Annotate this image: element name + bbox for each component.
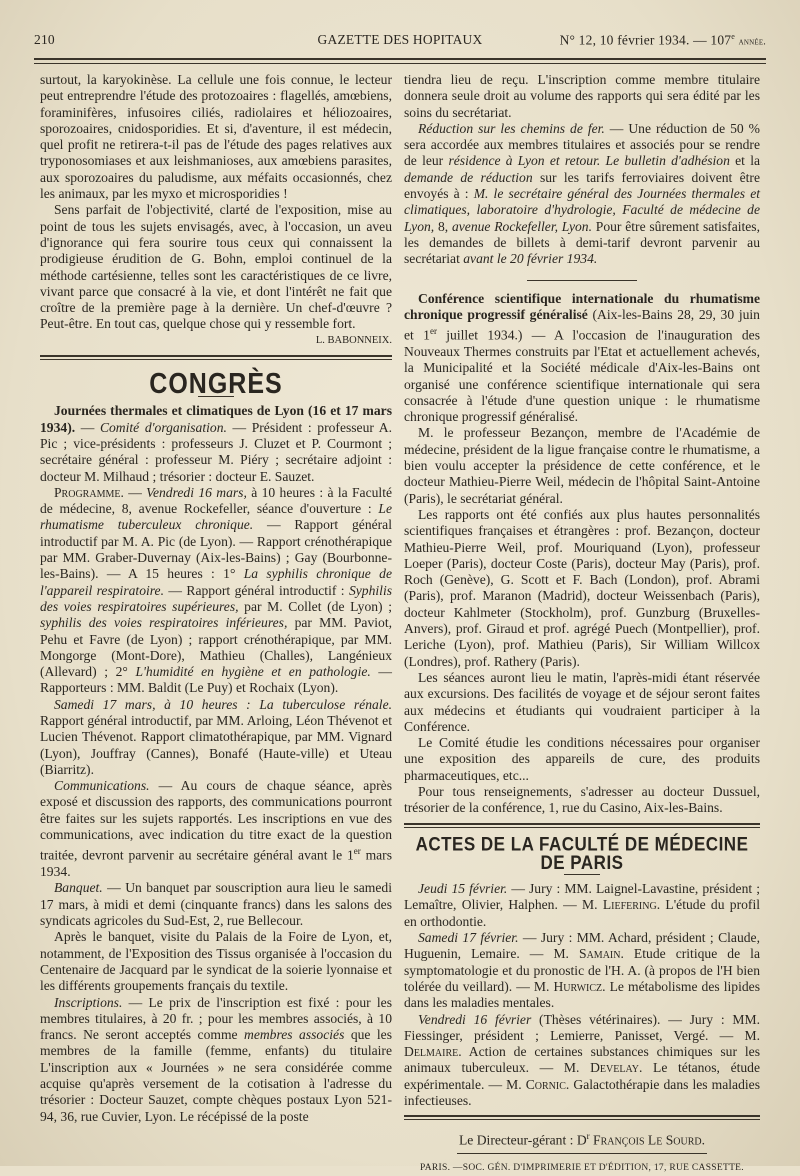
inscriptions-paragraph: Inscriptions. — Le prix de l'inscription est fixé : pour les membres titulaires, à 20 fr. ; pour les membres associés, à 10 francs. Ne seront acceptés comme membres associés que les membres de la famille (femme, enfants) du titulaire L'inscription aux « Journées » ne sera considérée comme acquise qu'après versement de la cotisation à l'adresse du trésorier : Docteur Sauzet, compte chèques postaux Lyon 521-94, 36, rue Cuvier, Lyon. Le récépissé de la poste (40, 994, 393, 1124)
conference-paragraph: M. le professeur Bezançon, membre de l'Académie de médecine, président de la ligue française contre le rhumatisme, a bien voulu accepter la présidence de cette conférence, et le docteur Mathieu-Pierre Weil, médecin de l'hôpital Saint-Antoine (Paris), le secrétariat général. (404, 425, 760, 506)
samedi-paragraph: Samedi 17 mars, à 10 heures : La tuberculose rénale. Rapport général introductif, par MM. Arloing, Léon Thévenot et Lucien Thévenot. Rapport climatothérapique, par MM. Vignard (Lyon), Jouffray (Cannes), Bonafé (Haute-ville) et Uteau (Biarritz). (40, 696, 392, 777)
review-paragraph: surtout, la karyokinèse. La cellule une fois connue, le lecteur peut entreprendre l'étude des protozoaires : flagellés, amœbiens, foraminifères, infusoires ciliés, radiolaires et héliozoaires, sporozoaires, cnidosporidies. Et si, d'aventure, il est médecin, quel profit ne retirera-t-il pas de l'étude des pages relatives aux tryponosomiases et aux leishmanioses, aux amœbiens parasites, aux sporozoaires du paludisme, aux méfaits occasionnés, chez les animaux, par les myxo et microsporidies ! (40, 72, 392, 202)
section-rule (404, 823, 760, 825)
journal-title: GAZETTE DES HOPITAUX (317, 32, 483, 47)
communications-paragraph: Communications. — Au cours de chaque séance, après exposé et discussion des rapports, des communications pourront être faites sur les sujets rapportés. Les inscriptions en vue des communications, avec indication du titre exact de la question traitée, devront parvenir au secrétaire général avant le 1er mars 1934. (40, 778, 393, 880)
conference-paragraph: Les rapports ont été confiés aux plus hautes personnalités scientifiques françaises et étrangères : prof. Bezançon, docteur Mathieu-Pierre Weil, prof. Mouriquand (Lyon), professeur Loeper (Paris), docteur Coste (Paris), docteur May (Paris), prof. Roch (Genève), G. Scott et F. Bach (London), prof. Abrami (Paris), prof. Maranon (Madrid), docteur Weissenbach (Paris), docteur Kahlmeter (Stockholm), prof. Gunzburg (Bruxelles-Anvers), prof. Giraud et prof. agrégé Puech (Montpellier), prof. Leriche (Lyon), prof. Mathieu (Paris), Sir William Willcox (Londres), prof. Rathery (Paris). (404, 506, 760, 669)
visite-paragraph: Après le banquet, visite du Palais de la Foire de Lyon, et, notamment, de l'Exposition des Tissus organisée à l'occasion du Centenaire de Jacquard par le syndicat de la soierie lyonnaise et les différents groupements français du textile. (40, 929, 392, 994)
jeudi-paragraph: Jeudi 15 février. — Jury : MM. Laignel-Lavastine, président ; Lemaître, Olivier, Halphen. — M. Liefering. L'étude du profil en orthodontie. (404, 881, 760, 929)
conference-intro: Conférence scientifique internationale du rhumatisme chronique progressif généralisé (Aix-les-Bains 28, 29, 30 juin et 1er juillet 1934.) — A l'occasion de l'inauguration des Nouveaux Thermes construits par l'Etat et actuellement achevés, la Municipalité et la Société médicale d'Aix-les-Bains ont organisé une conférence scientifique internationale qui sera consacrée à l'étude d'une question unique : le rhumatisme chronique progressif généralisé. (404, 290, 761, 425)
vendredi-paragraph: Vendredi 16 février (Thèses vétérinaires). — Jury : MM. Fiessinger, président ; Lemierre, Panisset, Vergé. — M. Delmaire. Action de certaines substances chimiques sur les animaux tuberculeux. — M. Develay. Le tétanos, étude expérimentale. — M. Cornic. Galactothérapie dans les maladies infectieuses. (404, 1011, 761, 1109)
review-paragraph: Sens parfait de l'objectivité, clarté de l'exposition, mise au point de tous les sujets envisagés, avec, à l'occasion, un aveu d'ignorance qui fera sourire tous ceux qui connaissent la prodigieuse érudition de G. Bohn, emploi continuel de la méthode cartésienne, telles sont les caractéristiques de ce livre, vivant parce que consacré à la vie, et dont l'intérêt ne fait que croître de la première page à la dernière. Un chef-d'œuvre ? Peut-être. En tout cas, quelque chose qui y ressemble fort. (40, 202, 392, 332)
conference-paragraph: Le Comité étudie les conditions nécessaires pour organiser une exposition des appareils de cure, des produits pharmaceutiques, etc... (404, 735, 760, 783)
samedi-faculte-paragraph: Samedi 17 février. — Jury : MM. Achard, président ; Claude, Huguenin, Lemaire. — M. Samain. Etude critique de la symptomatologie et du pronostic de l'H. A. (à propos de l'H bien tolérée du veillard). — M. Hurwicz. Le métabolisme des lipides dans les maladies mentales. (404, 930, 760, 1011)
left-column (40, 72, 392, 1125)
lyon-announcement: Journées thermales et climatiques de Lyon (16 et 17 mars 1934). — Comité d'organisation. — Président : professeur A. Pic ; vice-présidents : professeurs J. Cluzet et P. Courmont ; secrétaire général : professeur M. Piéry ; secrétaire adjoint : docteur M. Milhaud ; trésorier : docteur E. Sauzet. (40, 403, 392, 484)
section-rule-thin (404, 827, 760, 828)
section-rule (40, 355, 392, 357)
reduction-paragraph: Réduction sur les chemins de fer. — Une réduction de 50 % sera accordée aux membres titulaires et associés pour se rendre de leur résidence à Lyon et retour. Le bulletin d'adhésion et la demande de réduction sur les tarifs ferroviaires doivent être envoyés à : M. le secrétaire général des Journées thermales et climatiques, laboratoire d'hydrologie, Faculté de médecine de Lyon, 8, avenue Rockefeller, Lyon. Pour être sûrement satisfaites, les demandes de billets à demi-tarif devront parvenir au secrétariat avant le 20 février 1934. (404, 120, 761, 267)
header-rule (34, 58, 766, 60)
section-rule-thin (40, 359, 392, 360)
continuation-paragraph: tiendra lieu de reçu. L'inscription comme membre titulaire donnera seule droit au volume des rapports qui sera édité par les soins du secrétariat. (404, 72, 760, 120)
programme-paragraph: Programme. — Vendredi 16 mars, à 10 heures : à la Faculté de médecine, 8, avenue Rockefeller, séance d'ouverture : Le rhumatisme tuberculeux chronique. — Rapport général introductif par M. A. Pic (de Lyon). — Rapport crénothérapique par MM. Graber-Duvernay (Aix-les-Bains) ; Gay (Bourbonne-les-Bains). — A 15 heures : 1° La syphilis chronique de l'appareil respiratoire. — Rapport général introductif : Syphilis des voies respiratoires supérieures, par M. Collet (de Lyon) ; syphilis des voies respiratoires inférieures, par MM. Paviot, Pehu et Favre (de Lyon) ; rapport crénothérapique, par MM. Mongorge (Mont-Dore), Mathieu (Challes), Langénieux (Allevard) ; 2° L'humidité en hygiène et en pathologie. — Rapporteurs : MM. Baldit (Le Puy) et Rochaix (Lyon). (40, 484, 393, 696)
footer-rule-thin (404, 1119, 760, 1120)
conference-paragraph: Pour tous renseignements, s'adresser au docteur Dussuel, trésorier de la conférence, 1, rue du Casino, Aix-les-Bains. (404, 784, 760, 816)
conference-paragraph: Les séances auront lieu le matin, l'après-midi étant réservée aux excursions. Des facilités de voyage et de séjour seront faites aux médecins et étudiants qui voudraient participer à la Conférence. (404, 669, 760, 734)
printer-rule (457, 1153, 706, 1154)
congres-heading: CONGRÈS (149, 367, 283, 401)
director-line: Le Directeur-gérant : $D^r$ François Le Sourd. (458, 1131, 706, 1148)
short-divider (564, 874, 600, 875)
issue-info: N° 12, 10 février 1934. — 107e année. (559, 32, 766, 48)
review-signature: L. BABONNEIX. (315, 334, 392, 346)
short-divider (527, 280, 637, 281)
page-number: 210 (34, 32, 55, 47)
right-column (404, 72, 760, 1176)
banquet-paragraph: Banquet. — Un banquet par souscription aura lieu le samedi 17 mars, à midi et demi (cinquante francs) dans les salons des syndicats agricoles du Sud-Est, 2, rue Bellecour. (40, 880, 392, 929)
page-header (34, 32, 766, 52)
actes-heading: ACTES DE LA FACULTÉ DE MÉDECINE DE PARIS (415, 832, 749, 874)
printer-line: PARIS. —SOC. GÉN. D'IMPRIMERIE ET D'ÉDITION, 17, RUE CASSETTE. (420, 1163, 744, 1174)
footer-rule (404, 1115, 760, 1117)
header-rule-thin (34, 63, 766, 64)
